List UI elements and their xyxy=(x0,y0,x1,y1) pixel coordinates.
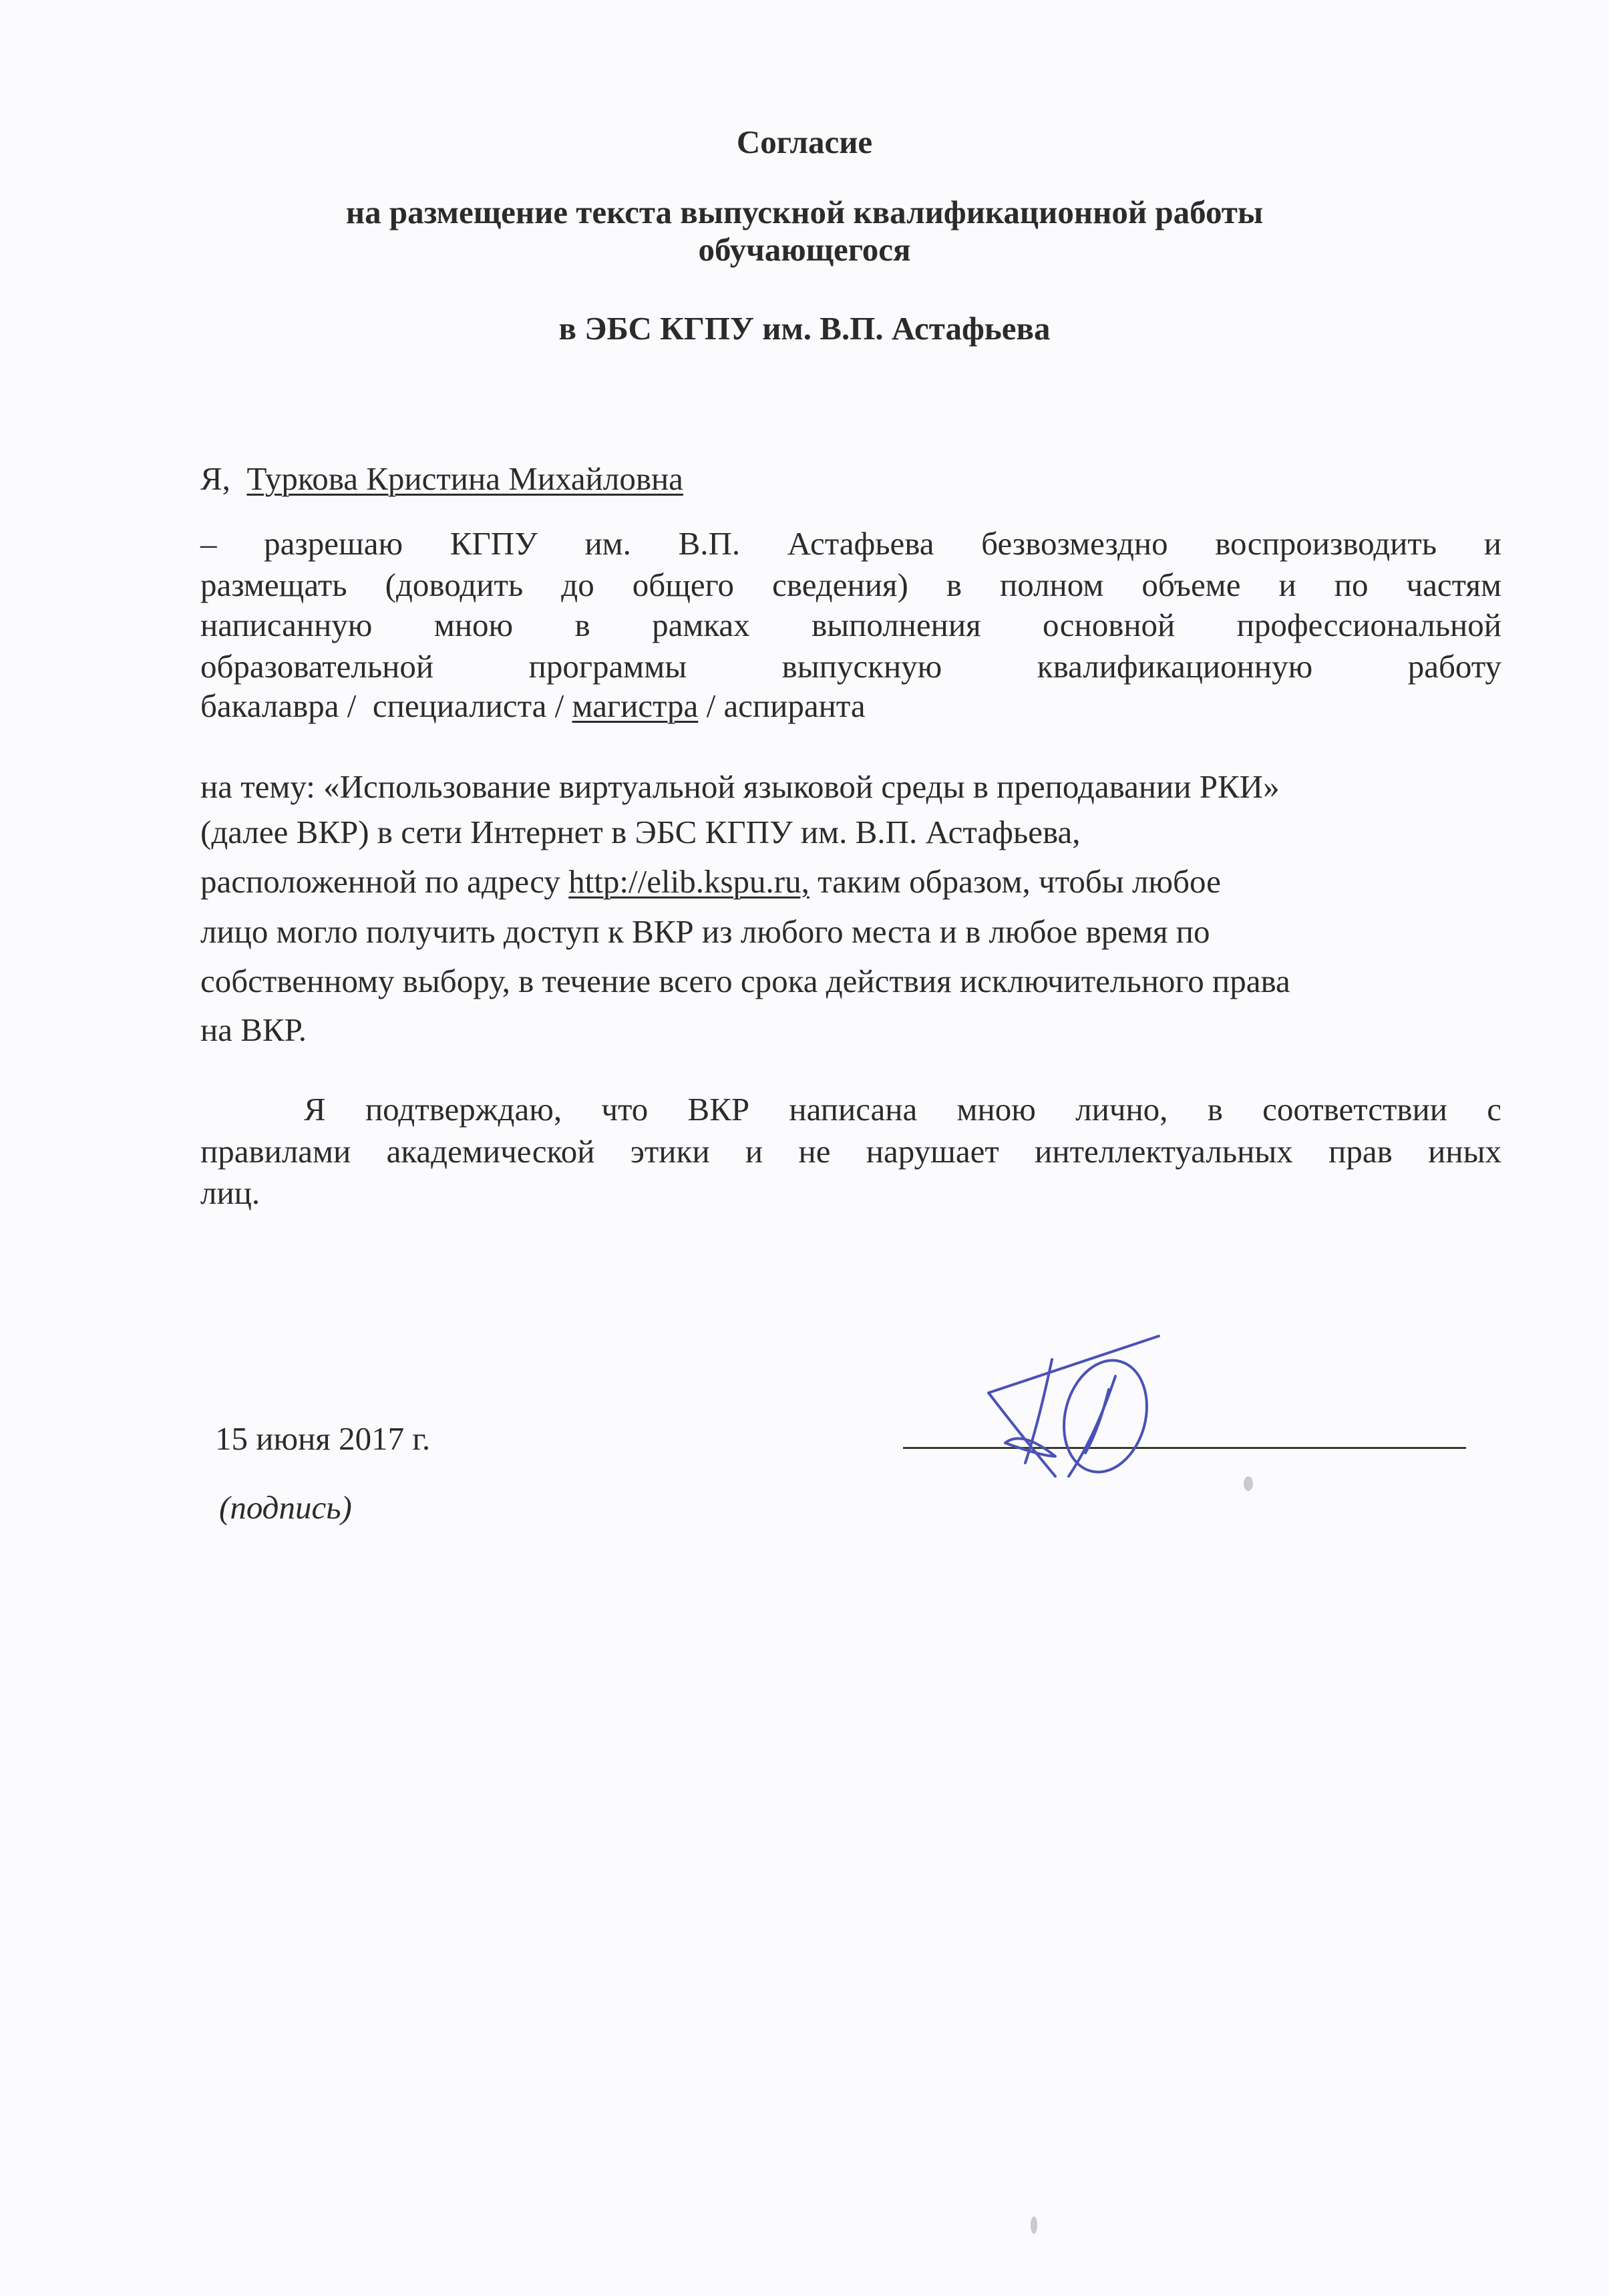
degree-option-specialist: специалиста xyxy=(372,687,547,724)
document-title: Согласие xyxy=(736,124,873,160)
topic-line-3 xyxy=(200,862,1221,901)
library-url-link[interactable]: http://elib.kspu.ru, xyxy=(568,863,810,900)
topic-line-1: на тему: «Использование виртуальной языковой среды в преподавании РКИ» xyxy=(200,768,1280,805)
topic-line-4: лицо могло получить доступ к ВКР из любого места и в любое время по xyxy=(200,913,1210,950)
scan-speck xyxy=(1031,2217,1037,2234)
signing-date: 15 июня 2017 г. xyxy=(215,1420,431,1457)
degree-option-bachelor: бакалавра xyxy=(200,687,339,724)
permission-line-3: написанную мною в рамках выполнения основной профессиональной xyxy=(200,607,1501,643)
document-subtitle-line2: обучающегося xyxy=(698,231,911,268)
topic-line-5: собственному выбору, в течение всего срока действия исключительного права xyxy=(200,963,1290,999)
declarant-name: Туркова Кристина Михайловна xyxy=(246,460,683,497)
permission-line-2: размещать (доводить до общего сведения) в полном объеме и по частям xyxy=(200,566,1501,603)
degree-option-postgraduate: аспиранта xyxy=(723,687,866,724)
signature-stroke-diagonal xyxy=(989,1393,1055,1476)
scan-speck xyxy=(1244,1476,1253,1491)
confirmation-line-2: правилами академической этики и не нарушает интеллектуальных прав иных xyxy=(200,1133,1501,1170)
address-prefix: расположенной по адресу xyxy=(200,863,569,900)
degree-options: бакалавра / специалиста / магистра / аспиранта xyxy=(200,687,866,724)
signature-caption: (подпись) xyxy=(219,1489,352,1526)
degree-option-master-selected: магистра xyxy=(572,687,699,724)
confirmation-line-3: лиц. xyxy=(200,1174,260,1211)
declarant-line xyxy=(200,460,683,498)
document-subtitle-line1: на размещение текста выпускной квалификационной работы xyxy=(345,194,1264,230)
signature-stroke-oval xyxy=(1052,1351,1159,1481)
topic-line-2: (далее ВКР) в сети Интернет в ЭБС КГПУ им. В.П. Астафьева, xyxy=(200,814,1081,850)
signature-stroke-top xyxy=(989,1336,1159,1393)
document-subtitle-line3: в ЭБС КГПУ им. В.П. Астафьева xyxy=(558,310,1051,347)
declarant-prefix: Я, xyxy=(200,460,230,497)
permission-line-4: образовательной программы выпускную квалификационную работу xyxy=(200,648,1501,685)
handwritten-signature xyxy=(975,1329,1256,1483)
address-suffix: таким образом, чтобы любое xyxy=(809,863,1221,900)
confirmation-line-1: Я подтверждаю, что ВКР написана мною лично, в соответствии с xyxy=(304,1091,1501,1128)
permission-line-1: – разрешаю КГПУ им. В.П. Астафьева безвозмездно воспроизводить и xyxy=(200,525,1501,562)
topic-line-6: на ВКР. xyxy=(200,1011,307,1048)
